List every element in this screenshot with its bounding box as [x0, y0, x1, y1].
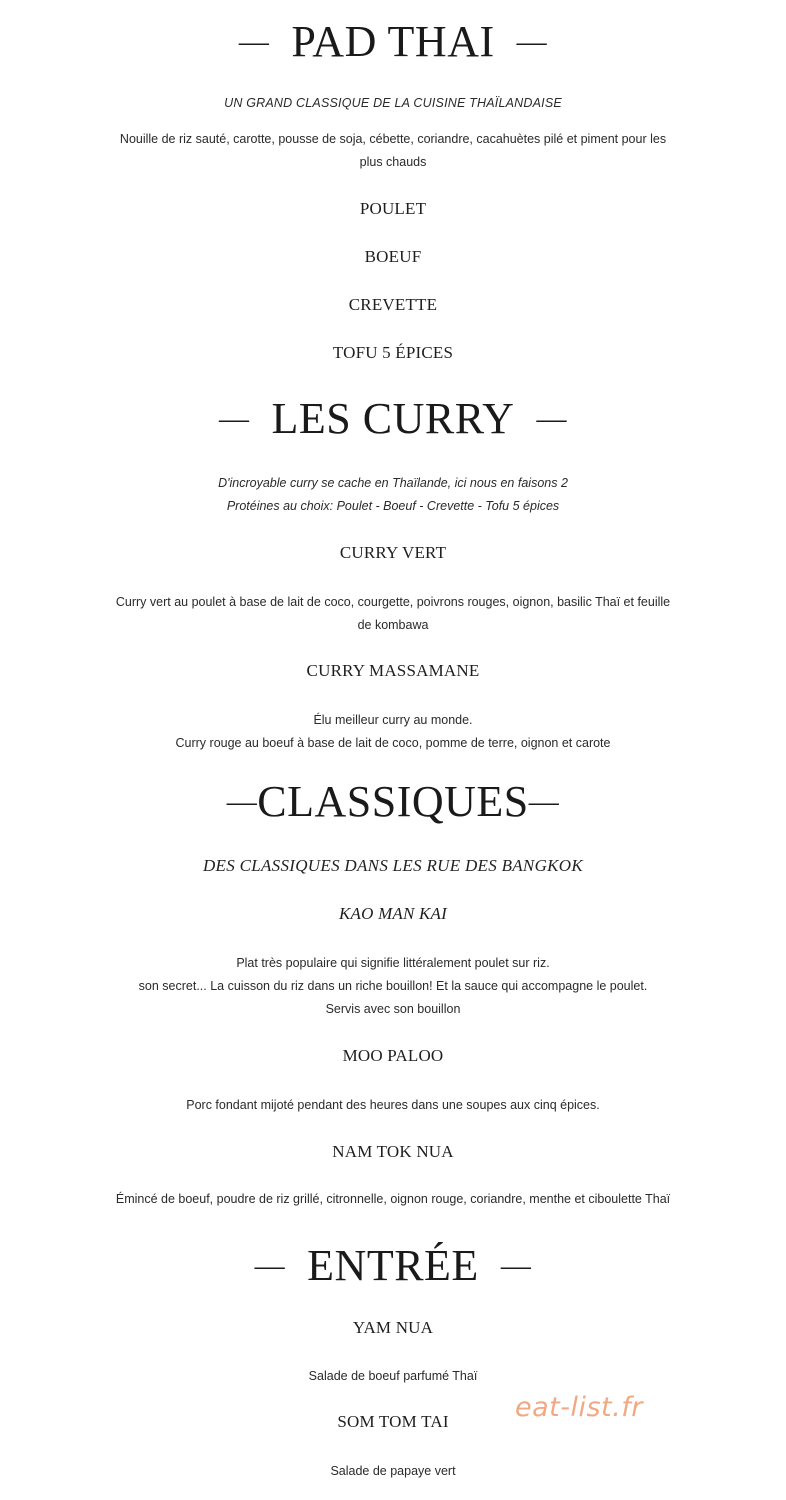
- nam-tok-nua-name: NAM TOK NUA: [332, 1142, 454, 1161]
- heading-dash-left: —: [238, 24, 270, 58]
- heading-dash-right: —: [500, 1248, 532, 1282]
- kao-man-kai-desc-line: son secret... La cuisson du riz dans un riche bouillon! Et la sauce qui accompagne le poulet.: [138, 979, 648, 993]
- yam-nua-description: [100, 1365, 686, 1388]
- kao-man-kai-desc-line: Servis avec son bouillon: [325, 1002, 461, 1016]
- pad-thai-option-boeuf: BOEUF: [364, 247, 422, 266]
- heading-dash-right: —: [516, 24, 548, 58]
- nam-tok-nua-desc-line: Émincé de boeuf, poudre de riz grillé, citronnelle, oignon rouge, coriandre, menthe et ciboulette Thaï: [115, 1192, 671, 1206]
- nam-tok-nua-description: [60, 1188, 726, 1211]
- kao-man-kai-name: KAO MAN KAI: [339, 904, 447, 923]
- som-tom-tai-name: SOM TOM TAI: [337, 1412, 449, 1431]
- curry-massamane-desc-line: Élu meilleur curry au monde.: [313, 713, 473, 727]
- classiques-subtitle: DES CLASSIQUES DANS LES RUE DES BANGKOK: [202, 856, 584, 875]
- curry-vert-desc-line: de kombawa: [357, 618, 429, 632]
- curry-intro: [100, 472, 686, 518]
- entree-heading: [0, 1240, 786, 1291]
- watermark: eat-list.fr: [515, 1392, 643, 1423]
- moo-paloo-desc-line: Porc fondant mijoté pendant des heures dans une soupes aux cinq épices.: [186, 1098, 600, 1112]
- entree-title: ENTRÉE: [307, 1241, 479, 1290]
- yam-nua-name: YAM NUA: [352, 1318, 434, 1337]
- curry-massamane-name: CURRY MASSAMANE: [306, 661, 480, 680]
- pad-thai-desc-line: Nouille de riz sauté, carotte, pousse de soja, cébette, coriandre, cacahuètes pilé et piment pour les: [119, 132, 667, 146]
- pad-thai-description: [90, 128, 696, 174]
- curry-massamane-desc-line: Curry rouge au boeuf à base de lait de coco, pomme de terre, oignon et carote: [175, 736, 611, 750]
- kao-man-kai-desc-line: Plat très populaire qui signifie littéralement poulet sur riz.: [236, 956, 550, 970]
- som-tom-tai-desc-line: Salade de papaye vert: [330, 1464, 456, 1478]
- pad-thai-option-poulet: POULET: [359, 199, 427, 218]
- curry-intro-line: Protéines au choix: Poulet - Boeuf - Crevette - Tofu 5 épices: [226, 499, 560, 513]
- heading-dash-left: —: [226, 784, 258, 818]
- heading-dash-left: —: [219, 401, 250, 435]
- kao-man-kai-description: [80, 952, 706, 1021]
- curry-intro-line: D'incroyable curry se cache en Thaïlande, ici nous en faisons 2: [218, 476, 568, 490]
- pad-thai-subtitle: UN GRAND CLASSIQUE DE LA CUISINE THAÏLANDAISE: [224, 96, 562, 110]
- curry-vert-name: CURRY VERT: [339, 543, 447, 562]
- moo-paloo-name: MOO PALOO: [342, 1046, 444, 1065]
- moo-paloo-description: [100, 1094, 686, 1117]
- heading-dash-right: —: [528, 784, 560, 818]
- yam-nua-desc-line: Salade de boeuf parfumé Thaï: [308, 1369, 478, 1383]
- classiques-title: CLASSIQUES: [257, 777, 529, 826]
- curry-massamane-description: [100, 709, 686, 755]
- classiques-heading: [0, 776, 786, 827]
- pad-thai-desc-line: plus chauds: [359, 155, 427, 169]
- curry-title: LES CURRY: [271, 394, 515, 443]
- curry-heading: [0, 393, 786, 444]
- heading-dash-right: —: [536, 401, 567, 435]
- heading-dash-left: —: [254, 1248, 286, 1282]
- pad-thai-option-crevette: CREVETTE: [348, 295, 438, 314]
- curry-vert-desc-line: Curry vert au poulet à base de lait de coco, courgette, poivrons rouges, oignon, basilic Thaï et feuille: [115, 595, 671, 609]
- pad-thai-option-tofu: TOFU 5 ÉPICES: [332, 343, 454, 362]
- curry-vert-description: [100, 591, 686, 637]
- pad-thai-title: PAD THAI: [291, 17, 495, 66]
- som-tom-tai-description: [100, 1460, 686, 1483]
- pad-thai-heading: [0, 16, 786, 67]
